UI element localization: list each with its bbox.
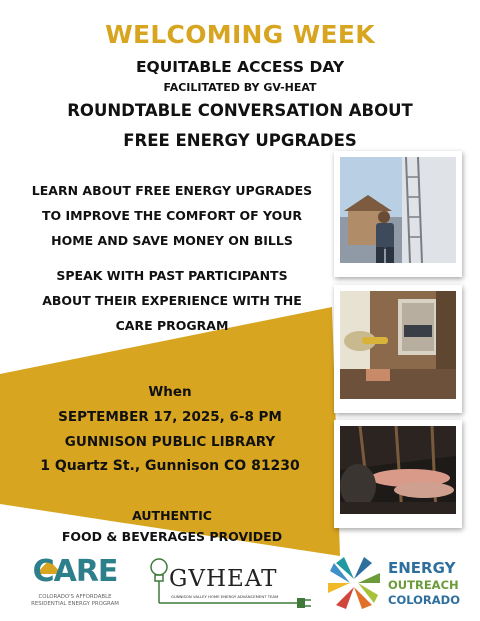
care-logo-word: CARE bbox=[32, 554, 118, 589]
when-label: When bbox=[148, 384, 192, 400]
learn-line-2: TO IMPROVE THE COMFORT OF YOUR bbox=[42, 208, 302, 223]
food-line-1: AUTHENTIC bbox=[132, 508, 212, 523]
gvheat-logo-tagline: GUNNISON VALLEY HOME ENERGY ADVANCEMENT TEAM bbox=[171, 594, 279, 599]
food-line-2: FOOD & BEVERAGES PROVIDED bbox=[61, 529, 283, 544]
energy-outreach-line-3: COLORADO bbox=[388, 593, 460, 607]
speak-line-2: ABOUT THEIR EXPERIENCE WITH THE bbox=[42, 293, 302, 308]
gvheat-logo bbox=[147, 553, 317, 613]
topic-line-1: ROUNDTABLE CONVERSATION ABOUT bbox=[67, 101, 413, 120]
speak-line-3: CARE PROGRAM bbox=[115, 318, 229, 333]
event-venue: GUNNISON PUBLIC LIBRARY bbox=[64, 434, 276, 450]
insulation-install-photo bbox=[334, 285, 462, 413]
care-logo-subline-1: COLORADO'S AFFORDABLE bbox=[38, 594, 112, 600]
event-subtitle: EQUITABLE ACCESS DAY bbox=[135, 58, 345, 76]
gvheat-logo-word: GVHEAT bbox=[169, 566, 278, 592]
speak-paragraph bbox=[0, 263, 344, 338]
energy-outreach-line-2: OUTREACH bbox=[388, 578, 459, 592]
event-address: 1 Quartz St., Gunnison CO 81230 bbox=[40, 458, 300, 474]
worker-on-ladder-photo bbox=[334, 151, 462, 277]
care-logo-subline-2: RESIDENTIAL ENERGY PROGRAM bbox=[31, 601, 119, 607]
speak-line-1: SPEAK WITH PAST PARTICIPANTS bbox=[56, 268, 288, 283]
topic-line-2: FREE ENERGY UPGRADES bbox=[123, 131, 357, 150]
learn-paragraph bbox=[0, 178, 344, 253]
learn-line-1: LEARN ABOUT FREE ENERGY UPGRADES bbox=[31, 183, 313, 198]
learn-line-3: HOME AND SAVE MONEY ON BILLS bbox=[51, 233, 293, 248]
attic-insulation-photo bbox=[334, 420, 462, 528]
flyer-title: WELCOMING WEEK bbox=[105, 20, 375, 49]
facilitator-line: FACILITATED BY GV-HEAT bbox=[163, 81, 317, 94]
care-logo bbox=[16, 554, 134, 612]
energy-outreach-colorado-logo bbox=[324, 554, 474, 612]
event-date: SEPTEMBER 17, 2025, 6-8 PM bbox=[58, 409, 282, 425]
energy-outreach-line-1: ENERGY bbox=[388, 559, 456, 577]
energy-outreach-star-icon bbox=[324, 554, 384, 612]
